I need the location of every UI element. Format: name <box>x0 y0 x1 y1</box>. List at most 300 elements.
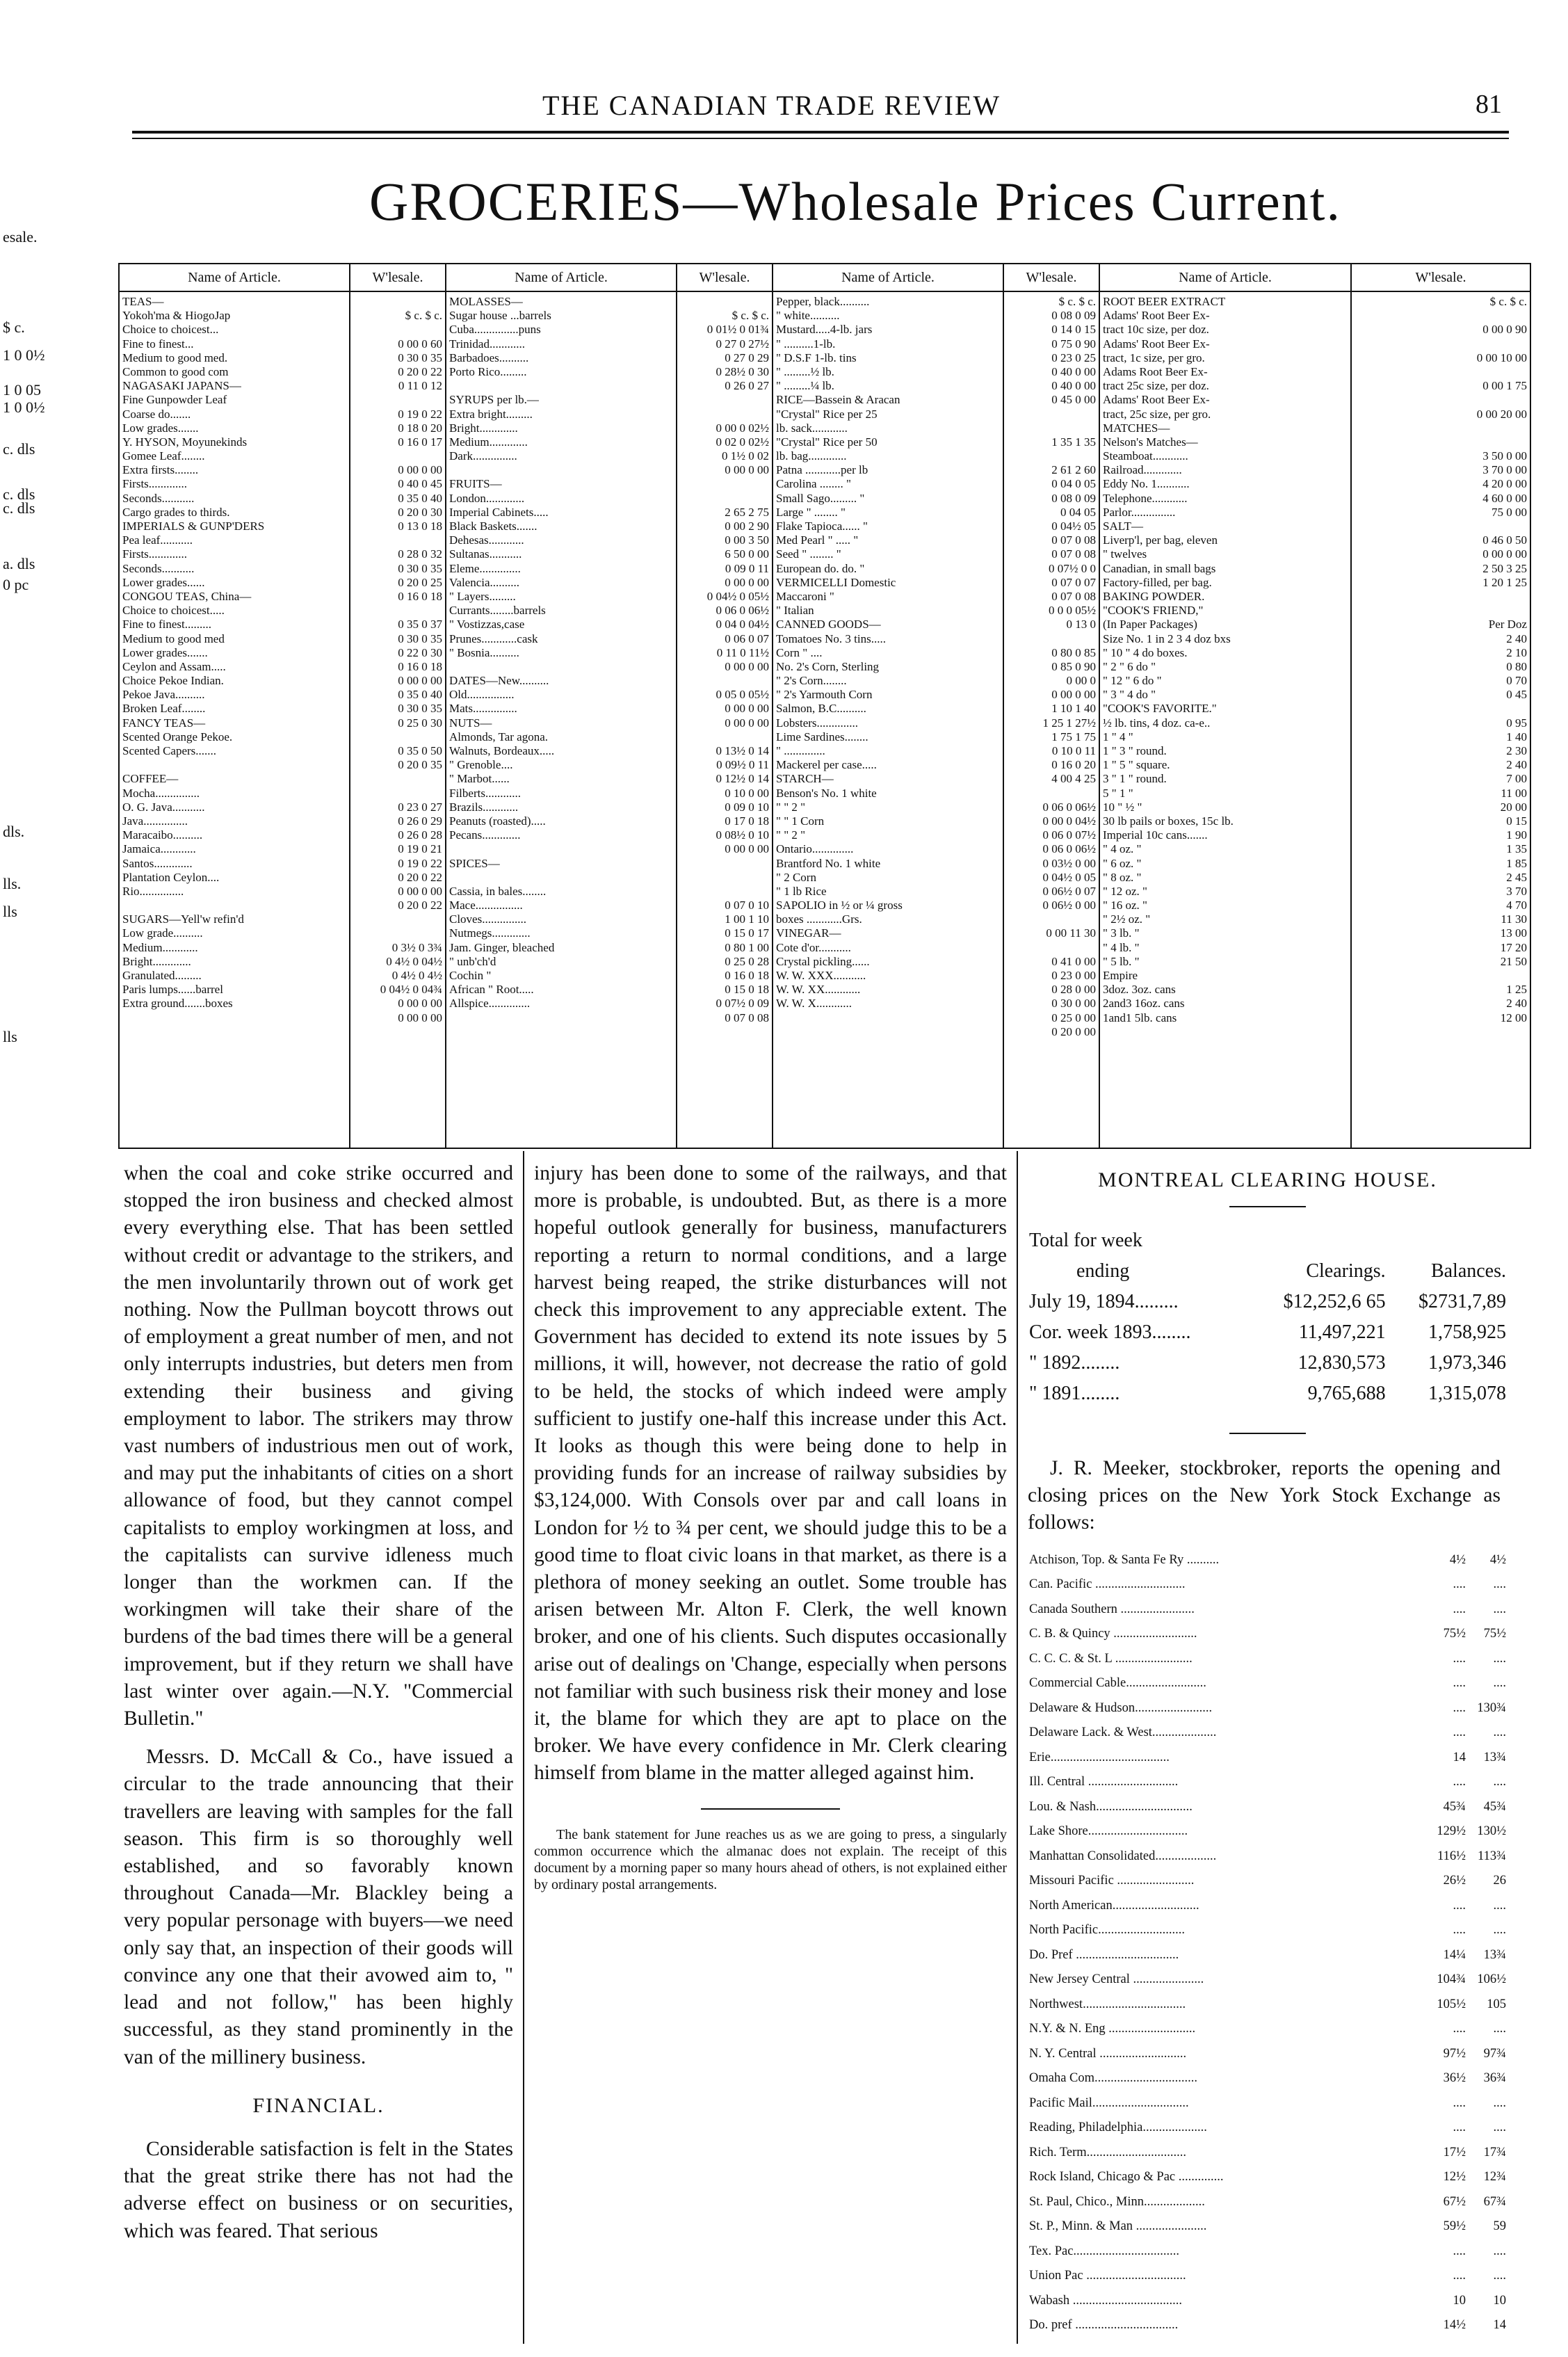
wholesale-price: 0 13½ 0 14 <box>716 744 769 757</box>
stock-row <box>1028 2165 1508 2190</box>
article-prices-col-2 <box>677 291 773 1148</box>
clearings-value: 12,830,573 <box>1298 1352 1386 1374</box>
wholesale-price: 0 00 1 75 <box>1482 379 1527 393</box>
article-name: Imperial Cabinets..... <box>449 505 549 519</box>
article-name: Choice to choicest..... <box>122 604 225 618</box>
article-name: Walnuts, Bordeaux..... <box>449 744 555 757</box>
binder-margin <box>0 0 76 2357</box>
column-divider <box>523 1151 524 2344</box>
wholesale-price <box>353 604 442 618</box>
wholesale-price: 7 00 <box>1506 772 1527 786</box>
wholesale-price: 0 05 0 05½ <box>716 688 769 702</box>
article-name: FRUITS— <box>449 477 502 491</box>
stock-name: Rock Island, Chicago & Pac .............. <box>1029 2170 1224 2185</box>
article-name: Fine to finest... <box>122 337 194 351</box>
article-name: " " 1 Corn <box>776 814 825 828</box>
article-name: Lime Sardines........ <box>776 730 868 743</box>
wholesale-price: $ c. $ c. <box>405 309 442 323</box>
wholesale-price: 0 08½ 0 10 <box>716 828 769 842</box>
stock-name: Union Pac ............................... <box>1029 2269 1186 2283</box>
article-name: 3 " 1 " round. <box>1103 772 1167 786</box>
wholesale-price: 0 13 0 18 <box>398 520 442 533</box>
wholesale-price: 0 00 0 60 <box>398 337 442 351</box>
opening-price: 36½ <box>1443 2071 1466 2086</box>
stock-row <box>1028 1844 1508 1869</box>
opening-price: .... <box>1453 1651 1466 1666</box>
balances-value: 1,973,346 <box>1428 1352 1506 1374</box>
wholesale-price: 0 40 0 00 <box>1051 379 1096 393</box>
article-name: " D.S.F 1-lb. tins <box>776 351 857 364</box>
article-name: " 4 lb. " <box>1103 940 1140 954</box>
wholesale-price: 0 04½ 05 <box>1051 520 1096 533</box>
article-name: Fine Gunpowder Leaf <box>122 393 227 407</box>
wholesale-price: 0 00 0 00 <box>398 674 442 688</box>
article-name: Flake Tapioca...... " <box>776 520 868 533</box>
wholesale-price: 3 70 0 00 <box>1482 463 1527 477</box>
article-name: 1 " 3 " round. <box>1103 744 1167 757</box>
wholesale-price: 20 00 <box>1500 800 1527 814</box>
wholesale-price: 0 3½ 0 3¾ <box>391 940 442 954</box>
col-header-wholesale: W'lesale. <box>1003 264 1099 291</box>
opening-price: .... <box>1453 1676 1466 1691</box>
stock-row <box>1028 1819 1508 1844</box>
article-name: 1 " 4 " <box>1103 730 1133 743</box>
article-name: Extra bright......... <box>449 407 533 421</box>
wholesale-price: 4 70 <box>1506 899 1527 912</box>
wholesale-price: 0 18 0 20 <box>398 421 442 435</box>
closing-price: 26 <box>1493 1874 1506 1888</box>
wholesale-price: 0 00 11 30 <box>1046 926 1096 940</box>
article-name: Pekoe Java.......... <box>122 688 205 702</box>
wholesale-price: 0 20 0 22 <box>398 364 442 378</box>
article-name: Porto Rico......... <box>449 364 527 378</box>
clearing-row <box>1028 1348 1508 1378</box>
wholesale-price: 0 12½ 0 14 <box>716 772 769 786</box>
clearing-row <box>1028 1378 1508 1409</box>
stock-row <box>1028 1894 1508 1919</box>
wholesale-price: 0 07 0 08 <box>1051 589 1096 603</box>
wholesale-price: 0 04½ 0 05 <box>1042 870 1096 884</box>
wholesale-price: 0 14 0 15 <box>1051 323 1096 337</box>
article-name: Brantford No. 1 white <box>776 856 881 870</box>
article-name: Seconds........... <box>122 491 195 505</box>
closing-price: 97¾ <box>1483 2046 1506 2061</box>
wholesale-price: 0 10 0 00 <box>725 786 769 800</box>
clearing-week: Cor. week 1893........ <box>1029 1321 1191 1343</box>
article-name: Bright............. <box>449 421 518 435</box>
wholesale-price <box>680 674 769 688</box>
wholesale-price <box>1355 421 1527 435</box>
wholesale-price: 21 50 <box>1500 954 1527 968</box>
wholesale-price: 1 25 1 27½ <box>1042 716 1096 730</box>
opening-price: .... <box>1453 1775 1466 1789</box>
article-name: W. W. X............ <box>776 997 852 1011</box>
article-name: Lobsters.............. <box>776 716 859 730</box>
opening-price: .... <box>1453 2022 1466 2036</box>
article-name <box>449 463 673 477</box>
wholesale-price: 0 11 0 12 <box>398 379 442 393</box>
margin-fragment: c. dls <box>3 499 35 517</box>
wholesale-price: 0 07 0 07 <box>1051 575 1096 589</box>
margin-fragment: 1 0 05 <box>3 381 41 399</box>
wholesale-price: 0 00 0 00 <box>1482 547 1527 561</box>
stocks-intro-block <box>1028 1455 1501 1537</box>
article-name: Adams' Root Beer Ex- <box>1103 309 1210 323</box>
article-name: Empire <box>1103 969 1138 982</box>
closing-price: 10 <box>1493 2293 1506 2308</box>
article-name: Brazils............ <box>449 800 519 814</box>
article-name: Broken Leaf........ <box>122 702 206 716</box>
article-name: Cloves............... <box>449 912 526 926</box>
stock-name: N.Y. & N. Eng ........................... <box>1029 2022 1196 2036</box>
clearings-value: $12,252,6 65 <box>1283 1291 1386 1312</box>
article-name: " white.......... <box>776 309 840 323</box>
wholesale-price: 2 61 2 60 <box>1051 463 1096 477</box>
wholesale-price: 0 15 <box>1506 814 1527 828</box>
wholesale-price: 0 00 0 00 <box>398 1011 442 1024</box>
page-title: GROCERIES—Wholesale Prices Current. <box>369 171 1341 232</box>
wholesale-price: 1 85 <box>1506 856 1527 870</box>
article-name: Extra ground.......boxes <box>122 997 233 1011</box>
article-name: " Layers......... <box>449 589 516 603</box>
stock-row <box>1028 1795 1508 1820</box>
wholesale-price: 0 00 0 00 <box>725 842 769 856</box>
wholesale-price: 0 10 0 11 <box>1051 744 1096 757</box>
article-name: Maccaroni " <box>776 589 834 603</box>
article-name: Mocha............... <box>122 786 200 800</box>
wholesale-price <box>680 871 769 885</box>
wholesale-price: 0 16 0 18 <box>725 969 769 982</box>
opening-price: 10 <box>1453 2293 1466 2308</box>
wholesale-price: 2 40 <box>1506 632 1527 645</box>
wholesale-price: 0 40 0 45 <box>398 477 442 491</box>
wholesale-price: 0 04½ 0 05½ <box>706 589 769 603</box>
wholesale-price: 0 25 0 00 <box>1051 1011 1096 1024</box>
stock-name: Canada Southern ....................... <box>1029 1602 1195 1616</box>
opening-price: .... <box>1453 1577 1466 1592</box>
margin-fragment: 0 pc <box>3 576 29 593</box>
article-name: " Italian <box>776 604 814 618</box>
article-name: Liverp'l, per bag, eleven <box>1103 533 1218 547</box>
article-name: lb. sack............ <box>776 421 848 435</box>
article-name: " Grenoble.... <box>449 758 513 772</box>
wholesale-price: 0 23 0 00 <box>1051 969 1096 982</box>
article-name: Nutmegs............. <box>449 926 531 940</box>
article-name: Ontario.............. <box>776 842 854 856</box>
stock-name: Wabash .................................. <box>1029 2293 1182 2308</box>
article-name: Cassia, in bales........ <box>449 884 547 898</box>
wholesale-price: 0 30 0 00 <box>1051 997 1096 1011</box>
margin-fragment: c. dls <box>3 485 35 503</box>
opening-price: .... <box>1453 1898 1466 1913</box>
stock-name: Lou. & Nash.............................. <box>1029 1799 1193 1814</box>
wholesale-price <box>680 408 769 421</box>
article-name: tract, 25c size, per gro. <box>1103 407 1211 421</box>
article-name: Tomatoes No. 3 tins..... <box>776 632 886 645</box>
article-name: Mustard.....4-lb. jars <box>776 323 873 337</box>
wholesale-price: 0 23 0 27 <box>398 800 442 814</box>
article-name: London............. <box>449 491 525 505</box>
article-name: SALT— <box>1103 520 1143 533</box>
wholesale-price: 0 06 0 06½ <box>716 604 769 618</box>
margin-fragment: $ c. <box>3 319 25 336</box>
article-name: Steamboat............ <box>1103 449 1188 463</box>
wholesale-price: 0 01½ 0 01¾ <box>706 323 769 337</box>
article-name: Lower grades....... <box>122 645 208 659</box>
article-name: tract, 1c size, per gro. <box>1103 351 1205 364</box>
article-name: Imperial 10c cans....... <box>1103 828 1208 842</box>
article-name: tract 10c size, per doz. <box>1103 323 1209 337</box>
clearings-value: 9,765,688 <box>1307 1383 1386 1404</box>
wholesale-price: 2 10 <box>1506 645 1527 659</box>
wholesale-price: 0 06 0 07 <box>725 632 769 645</box>
price-table <box>118 263 1531 1149</box>
article-name: Lower grades...... <box>122 575 205 589</box>
stock-name: North American........................... <box>1029 1898 1199 1913</box>
wholesale-price: 3 50 0 00 <box>1482 449 1527 463</box>
wholesale-price <box>353 323 442 337</box>
running-header <box>209 89 1502 121</box>
article-name: Plantation Ceylon.... <box>122 870 220 884</box>
wholesale-price: 0 11 0 11½ <box>716 645 769 659</box>
stock-name: Ill. Central ............................ <box>1029 1775 1179 1789</box>
article-name: " 2½ oz. " <box>1103 912 1151 926</box>
wholesale-price: 0 07 0 08 <box>1051 547 1096 561</box>
article-name: Cochin " <box>449 969 492 982</box>
opening-price: .... <box>1453 2269 1466 2283</box>
stock-row <box>1028 1598 1508 1623</box>
opening-price: 59½ <box>1443 2219 1466 2234</box>
article-name: " unb'ch'd <box>449 954 496 968</box>
wholesale-price: 0 00 0 02½ <box>716 421 769 435</box>
stock-row <box>1028 2091 1508 2116</box>
section-heading: FINANCIAL. <box>252 2093 385 2117</box>
wholesale-price: 0 30 0 35 <box>398 561 442 575</box>
wholesale-price: 0 28 0 32 <box>398 547 442 561</box>
article-prices-col-1 <box>350 291 446 1148</box>
wholesale-price <box>1007 449 1096 463</box>
article-name: 5 " 1 " <box>1103 786 1133 800</box>
article-name: European do. do. " <box>776 561 865 575</box>
wholesale-price: $ c. $ c. <box>732 309 769 323</box>
wholesale-price <box>353 449 442 463</box>
wholesale-price <box>1355 337 1527 351</box>
article-name: Med Pearl " ..... " <box>776 533 859 547</box>
wholesale-price: 0 20 0 30 <box>398 505 442 519</box>
wholesale-price <box>1355 435 1527 449</box>
article-name: Mackerel per case..... <box>776 758 877 772</box>
wholesale-price: 0 13 0 <box>1066 618 1096 632</box>
opening-price: 116½ <box>1437 1849 1466 1863</box>
wholesale-price: 0 06½ 0 07 <box>1042 884 1096 898</box>
stock-name: Northwest................................ <box>1029 1997 1186 2011</box>
wholesale-price <box>1355 969 1527 983</box>
stock-name: Atchison, Top. & Santa Fe Ry .......... <box>1029 1552 1220 1567</box>
wholesale-price: 0 40 0 00 <box>1051 364 1096 378</box>
wholesale-price: 0 85 0 90 <box>1051 659 1096 673</box>
article-name: Low grade.......... <box>122 926 203 940</box>
article-name: Maracaibo.......... <box>122 828 203 842</box>
stock-name: St. P., Minn. & Man ...................... <box>1029 2219 1207 2234</box>
article-names-col-4 <box>1099 291 1351 1148</box>
article-paragraph: Considerable satisfaction is felt in the States that the great strike there has not had the adverse effect on business or on securities, which was feared. That serious <box>124 2137 513 2242</box>
opening-price: 129½ <box>1437 1824 1466 1839</box>
wholesale-price: 0 25 0 28 <box>725 954 769 968</box>
article-name: DATES—New.......... <box>449 674 549 688</box>
wholesale-price: 0 35 0 37 <box>398 618 442 632</box>
wholesale-price: 0 20 0 00 <box>1051 1024 1096 1038</box>
col-balances: Balances. <box>1430 1260 1506 1282</box>
wholesale-price <box>680 857 769 871</box>
article-name <box>449 842 673 856</box>
opening-price: .... <box>1453 1602 1466 1616</box>
col-header-wholesale: W'lesale. <box>677 264 773 291</box>
stock-row <box>1028 1869 1508 1894</box>
wholesale-price <box>1355 702 1527 716</box>
wholesale-price: 0 26 0 27 <box>725 379 769 393</box>
wholesale-price <box>1355 604 1527 618</box>
article-name: Pepper, black.......... <box>776 295 870 308</box>
opening-price: 97½ <box>1443 2046 1466 2061</box>
wholesale-price <box>1355 365 1527 379</box>
opening-price: .... <box>1453 1700 1466 1715</box>
article-name: " 2 " 6 do " <box>1103 659 1156 673</box>
article-name: Choice to choicest... <box>122 323 219 337</box>
article-name: Factory-filled, per bag. <box>1103 575 1212 589</box>
article-name: Size No. 1 in 2 3 4 doz bxs <box>1103 632 1231 645</box>
article-name: Peanuts (roasted)..... <box>449 814 546 828</box>
stock-name: St. Paul, Chico., Minn................... <box>1029 2194 1205 2209</box>
article-name: ½ lb. tins, 4 doz. ca-e.. <box>1103 716 1211 730</box>
wholesale-price: 0 80 <box>1506 659 1527 673</box>
stocks-intro: J. R. Meeker, stockbroker, reports the opening and closing prices on the New York Stock Exchange as follows: <box>1028 1457 1501 1534</box>
article-name <box>122 758 346 772</box>
article-name: 1and1 5lb. cans <box>1103 1011 1177 1024</box>
stock-row <box>1028 2214 1508 2239</box>
wholesale-price: 0 45 <box>1506 688 1527 702</box>
closing-price: .... <box>1493 1602 1506 1616</box>
wholesale-price: 1 10 1 40 <box>1051 702 1096 716</box>
wholesale-price: 6 50 0 00 <box>725 547 769 561</box>
wholesale-price: 3 70 <box>1506 884 1527 898</box>
article-name: Y. HYSON, Moyunekinds <box>122 435 248 449</box>
article-name: Eleme.............. <box>449 561 521 575</box>
wholesale-price: 0 19 0 22 <box>398 407 442 421</box>
article-name: Telephone............ <box>1103 491 1188 505</box>
margin-fragment: a. dls <box>3 555 35 572</box>
wholesale-price: 0 19 0 22 <box>398 856 442 870</box>
article-name: African " Root..... <box>449 983 534 997</box>
closing-price: 67¾ <box>1483 2194 1506 2209</box>
article-name: CONGOU TEAS, China— <box>122 589 252 603</box>
wholesale-price <box>1355 393 1527 407</box>
article-prices-col-3 <box>1003 291 1099 1148</box>
stock-row <box>1028 1548 1508 1573</box>
wholesale-price: 1 35 <box>1506 842 1527 856</box>
stock-name: C. B. & Quincy .......................... <box>1029 1627 1197 1641</box>
margin-fragment: esale. <box>3 228 38 246</box>
wholesale-price <box>353 787 442 801</box>
article-name: Paris lumps......barrel <box>122 983 223 997</box>
wholesale-price: 0 19 0 21 <box>398 842 442 856</box>
stock-row <box>1028 1721 1508 1746</box>
article-name: Bright............. <box>122 954 191 968</box>
stock-row <box>1028 1943 1508 1968</box>
article-name: "COOK'S FRIEND," <box>1103 604 1204 618</box>
margin-fragment: lls <box>3 1028 17 1045</box>
article-name: Dehesas............ <box>449 533 524 547</box>
closing-price: .... <box>1493 1676 1506 1691</box>
wholesale-price: 17 20 <box>1500 940 1527 954</box>
wholesale-price: 0 02 0 02½ <box>716 435 769 449</box>
wholesale-price: 0 00 0 <box>1066 674 1096 688</box>
stock-row <box>1028 2313 1508 2338</box>
wholesale-price: 0 06 0 07½ <box>1042 828 1096 842</box>
wholesale-price <box>1007 787 1096 801</box>
wholesale-price: 0 20 0 22 <box>398 899 442 912</box>
stock-name: Tex. Pac................................. <box>1029 2244 1180 2258</box>
closing-price: 36¾ <box>1483 2071 1506 2086</box>
closing-price: 12¾ <box>1483 2170 1506 2185</box>
opening-price: .... <box>1453 2244 1466 2258</box>
article-names-col-3 <box>773 291 1003 1148</box>
wholesale-price: 0 35 0 50 <box>398 744 442 757</box>
article-name: boxes ............Grs. <box>776 912 862 926</box>
article-name <box>449 871 673 885</box>
wholesale-price <box>353 926 442 940</box>
opening-price: 17½ <box>1443 2145 1466 2159</box>
article-name: MATCHES— <box>1103 421 1170 435</box>
stock-name: Delaware & Hudson........................ <box>1029 1700 1213 1715</box>
wholesale-price <box>1007 421 1096 435</box>
article-name: Low grades....... <box>122 421 199 435</box>
article-name: Medium to good med. <box>122 351 228 364</box>
article-name: Dark............... <box>449 449 517 463</box>
article-name: Santos............. <box>122 856 193 870</box>
wholesale-price: 0 30 0 35 <box>398 632 442 645</box>
stock-row <box>1028 2264 1508 2289</box>
wholesale-price: 0 04 0 04½ <box>716 618 769 632</box>
stock-row <box>1028 1671 1508 1696</box>
closing-price: .... <box>1493 2121 1506 2135</box>
wholesale-price <box>680 393 769 407</box>
wholesale-price <box>680 730 769 744</box>
wholesale-price: 2 40 <box>1506 997 1527 1011</box>
clearing-row <box>1028 1287 1508 1317</box>
closing-price: .... <box>1493 2269 1506 2283</box>
article-name: No. 2's Corn, Sterling <box>776 659 880 673</box>
wholesale-price: 0 20 0 22 <box>398 870 442 884</box>
wholesale-price: 0 26 0 28 <box>398 828 442 842</box>
article-name: " .........½ lb. <box>776 364 834 378</box>
wholesale-price: 0 15 0 18 <box>725 983 769 997</box>
article-name: Firsts............. <box>122 477 188 491</box>
article-name: Rio............... <box>122 884 184 898</box>
wholesale-price: 0 06 0 06½ <box>1042 800 1096 814</box>
clearing-house-table <box>1028 1225 1508 1409</box>
article-name: " 3 " 4 do " <box>1103 688 1156 702</box>
article-name: Medium............. <box>449 435 528 449</box>
wholesale-price <box>1007 632 1096 646</box>
col-header-name: Name of Article. <box>119 264 350 291</box>
wholesale-price: 0 07 0 08 <box>1051 533 1096 547</box>
wholesale-price: 0 00 0 00 <box>725 702 769 716</box>
stock-row <box>1028 2141 1508 2166</box>
opening-price: 12½ <box>1443 2170 1466 2185</box>
article-name: Old................ <box>449 688 515 702</box>
article-name: Yokoh'ma & HiogoJap <box>122 309 231 323</box>
article-name: Pea leaf........... <box>122 533 193 547</box>
